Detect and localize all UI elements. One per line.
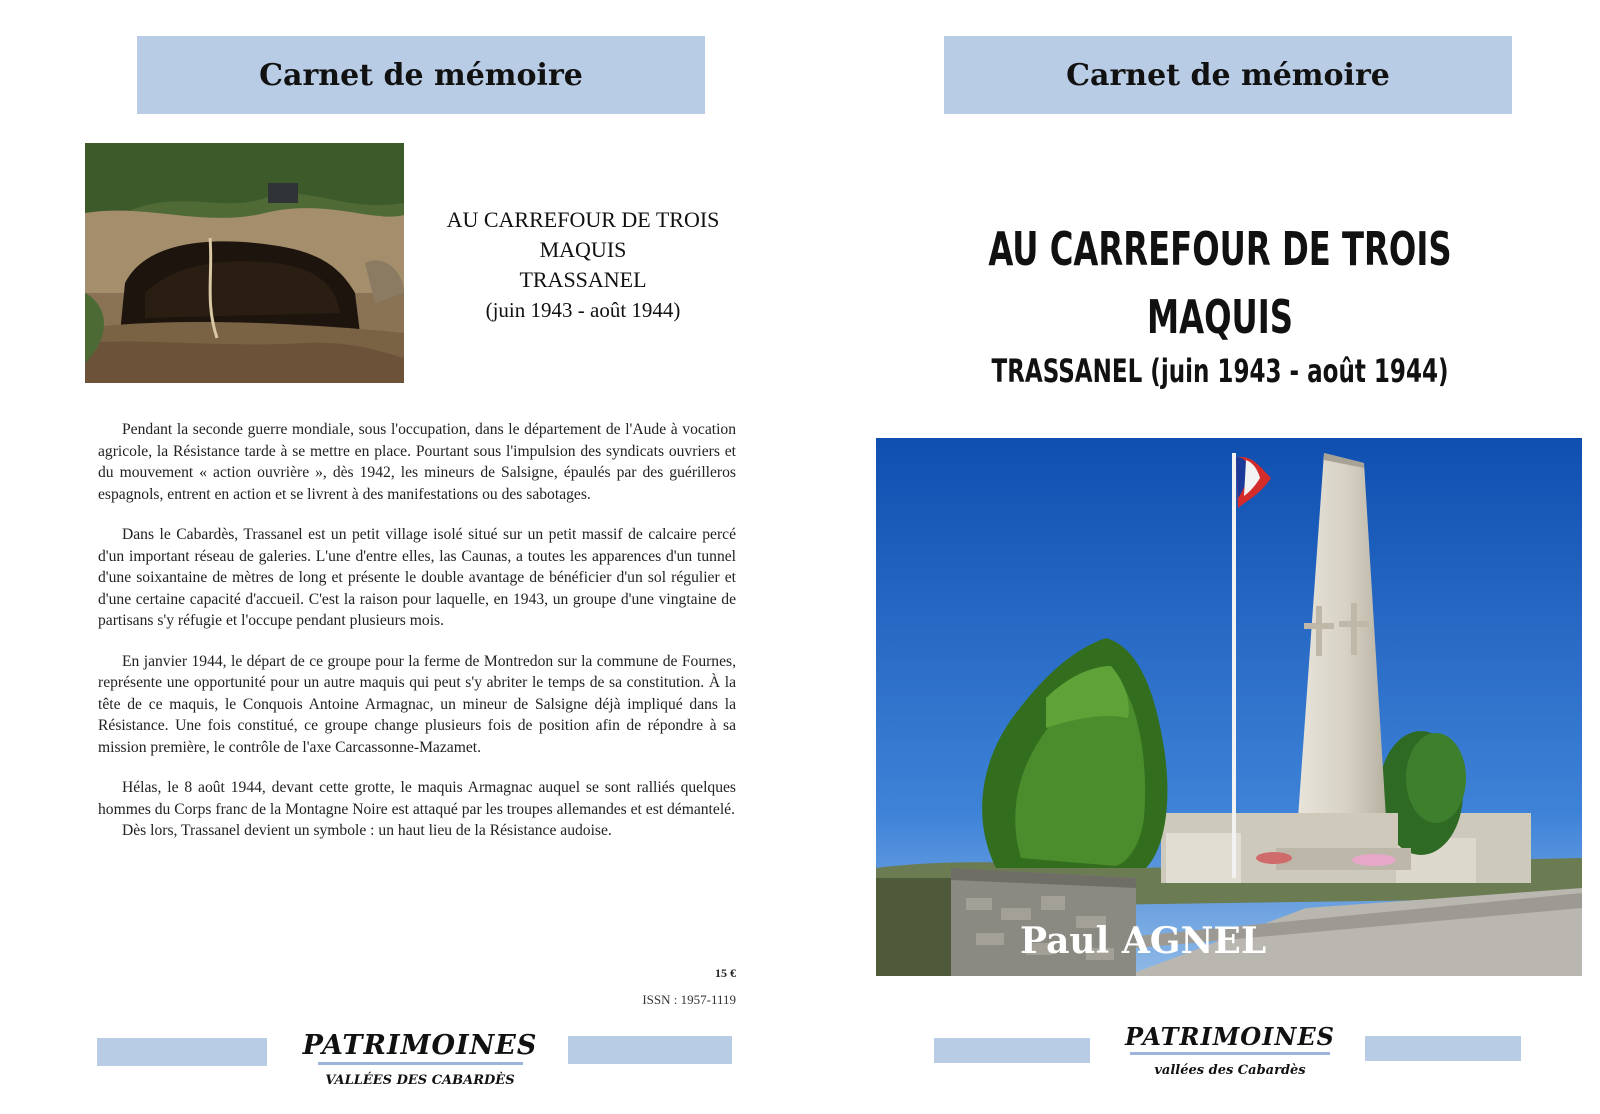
cave-photo-illustration	[85, 143, 404, 383]
back-title-line-1: AU CARREFOUR DE TROIS	[446, 207, 720, 232]
issn: ISSN : 1957-1119	[642, 992, 736, 1007]
paragraph-3: En janvier 1944, le départ de ce groupe pour la ferme de Montredon sur la commune de Fournes, représente une opportunité pour un autre maquis qui peut s'y abriter le temps de sa constitution. À la tête de ce maquis, le Conquois Antoine Armagnac, un mineur de Salsigne déjà impliqué dans la Résistance. Une fois constitué, ce groupe change plusieurs fois de position afin de répondre à sa mission première, le contrôle de l'axe Carcassonne-Mazamet.	[98, 652, 736, 756]
paragraph-4: Hélas, le 8 août 1944, devant cette grotte, le maquis Armagnac auquel se sont ralliés quelques hommes du Corps franc de la Montagne Noire est attaqué par les troupes allemandes et est démantelé.	[98, 779, 736, 818]
logo-sub-text: vallées des Cabardès	[1154, 1063, 1306, 1078]
front-title-line-3: TRASSANEL (juin 1943 - août 1944)	[991, 352, 1449, 390]
back-cover-title	[418, 205, 748, 325]
paragraph-2: Dans le Cabardès, Trassanel est un petit village isolé situé sur un petit massif de calcaire percé d'un important réseau de galeries. L'une d'entre elles, las Caunas, a toutes les apparences d'un tunnel d'une soixantaine de mètres de long et présente le double avantage de bénéficier d'un sol régulier et d'une certaine capacité d'accueil. C'est la raison pour laquelle, en 1943, un groupe d'une vingtaine de partisans s'y réfugie et l'occupe pendant plusieurs mois.	[98, 526, 736, 629]
decor-bar-right	[1365, 1036, 1521, 1061]
decor-bar-right	[568, 1036, 732, 1064]
front-title-line-1: AU CARREFOUR DE TROIS	[988, 222, 1452, 276]
memorial-photo	[876, 438, 1582, 976]
logo-main-text: PATRIMOINES	[1125, 1022, 1335, 1051]
front-title-line-2: MAQUIS	[1146, 290, 1294, 344]
price: 15 €	[715, 966, 736, 980]
decor-bar-left	[934, 1038, 1090, 1063]
logo-main-text: PATRIMOINES	[302, 1030, 538, 1061]
front-cover-banner: Carnet de mémoire	[944, 36, 1512, 114]
paragraph-1: Pendant la seconde guerre mondiale, sous l'occupation, dans le département de l'Aude à vocation agricole, la Résistance tarde à se mettre en place. Pourtant sous l'impulsion des syndicats ouvriers et du mouvement « action ouvrière », dès 1942, les mineurs de Salsigne, épaulés par des guérilleros espagnols, entrent en action et se livrent à des manifestations ou des sabotages.	[98, 421, 736, 503]
logo-rule	[1130, 1052, 1330, 1055]
back-title-line-2: MAQUIS	[539, 237, 627, 262]
decor-bar-left	[97, 1038, 267, 1066]
publisher-logo	[300, 1030, 540, 1088]
cave-photo	[85, 143, 404, 383]
memorial-photo-illustration	[876, 438, 1582, 976]
back-cover-text	[98, 419, 736, 861]
paragraph-5: Dès lors, Trassanel devient un symbole : un haut lieu de la Résistance audoise.	[122, 822, 612, 839]
publisher-logo	[1115, 1022, 1345, 1078]
back-title-line-3: TRASSANEL	[519, 267, 647, 292]
back-cover-banner: Carnet de mémoire	[137, 36, 705, 114]
author-name: Paul AGNEL	[1020, 920, 1267, 962]
logo-rule	[318, 1062, 523, 1065]
back-title-dates: (juin 1943 - août 1944)	[485, 298, 681, 322]
front-cover	[800, 0, 1600, 1114]
logo-sub-text: VALLÉES DES CABARDÈS	[325, 1073, 515, 1088]
